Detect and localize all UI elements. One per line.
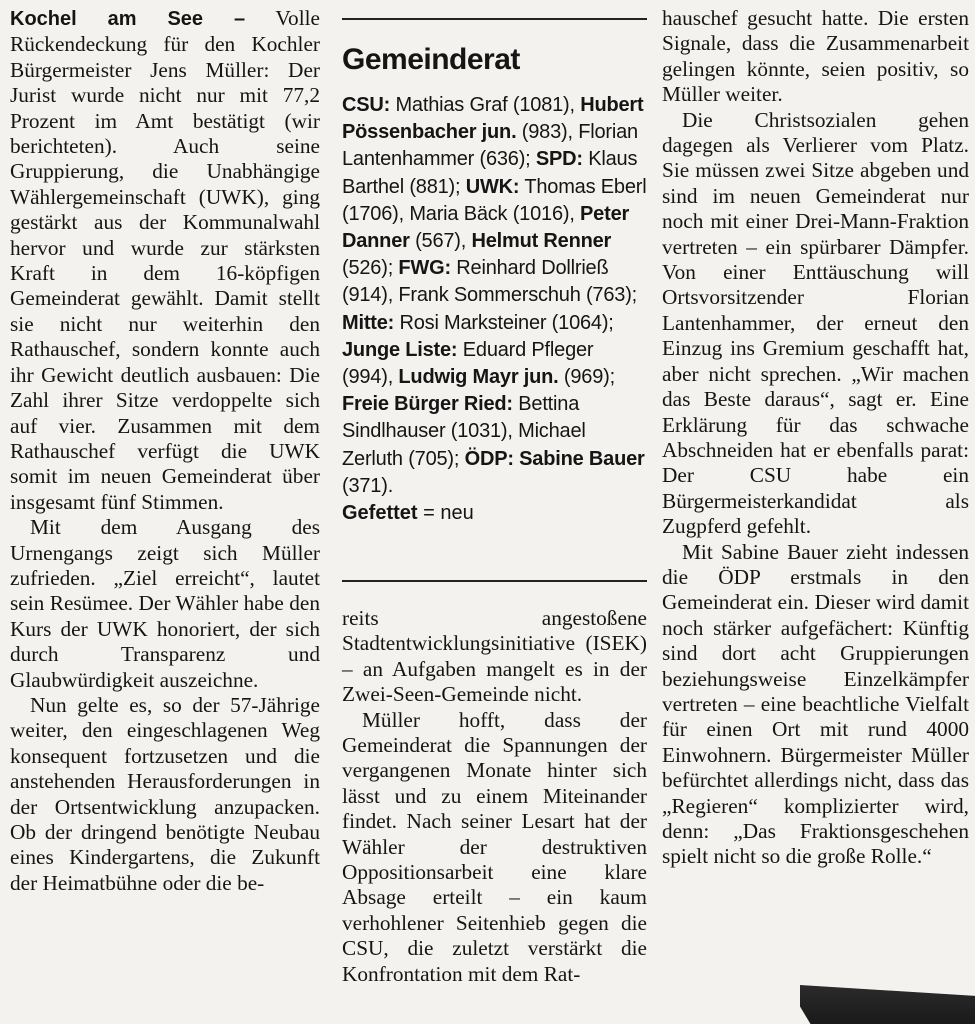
new-member-name: Sabine Bauer [519, 447, 645, 470]
gemeinderat-infobox [342, 18, 647, 582]
party-label: CSU: [342, 94, 391, 116]
article-column-2 [342, 606, 647, 987]
member-entry: (526); [342, 257, 394, 280]
new-member-name: Peter Danner [342, 202, 630, 253]
member-entry: (983), Florian Lantenhammer (636); [342, 121, 638, 171]
member-entry: Rosi Marksteiner (1064); [399, 311, 614, 334]
party-label: UWK: [465, 175, 520, 198]
party-group [342, 339, 615, 388]
article-paragraph-1 [10, 6, 320, 515]
legend-note [342, 500, 647, 527]
dateline: Kochel am See – [10, 8, 246, 30]
article-paragraph-7: Die Christsozialen gehen dagegen als Verlierer vom Platz. Sie müssen zwei Sitze abgeben und sind im neuen Gemeinderat nur noch mit einer Drei-Mann-Fraktion vertreten – ein spürbarer Dämpfer. Von einer Enttäuschung will Ortsvorsitzender Florian Lantenhammer, der erneut den Einzug ins Gremium geschafft hat, aber nicht sprechen. „Wir machen das Beste daraus“, sagt er. Eine Erklärung für das schwache Abschneiden hat er ebenfalls parat: Der CSU habe ein Bürgermeisterkandidat als Zugpferd gefehlt. [662, 107, 969, 539]
party-label: Freie Bürger Ried: [342, 393, 513, 416]
scan-artifact [800, 985, 975, 1024]
article-paragraph-4: reits angestoßene Stadtentwicklungsinitiative (ISEK) – an Aufgaben mangelt es in der Zwei-Seen-Gemeinde nicht. [342, 606, 647, 707]
member-entry: Klaus Barthel (881); [342, 148, 638, 198]
new-member-name: Hubert Pössenbacher jun. [342, 94, 644, 144]
member-entry: Thomas Eberl (1706), Maria Bäck (1016), [342, 175, 647, 225]
council-member-list [342, 92, 647, 500]
article-column-1 [10, 6, 320, 896]
legend-bold-label: Gefettet [342, 502, 418, 525]
new-member-name: Helmut Renner [471, 230, 612, 253]
party-group [342, 312, 614, 334]
party-label: FWG: [398, 257, 451, 280]
legend-text: = neu [417, 502, 474, 525]
infobox-title: Gemeinderat [342, 43, 520, 76]
party-label: SPD: [535, 148, 583, 171]
article-paragraph-6: hauschef gesucht hatte. Die ersten Signale, dass die Zusammenarbeit gelingen könnte, seien positiv, so Müller weiter. [662, 6, 969, 107]
article-column-3 [662, 6, 969, 870]
article-paragraph-2: Mit dem Ausgang des Urnengangs zeigt sich Müller zufrieden. „Ziel erreicht“, lautet sein Resümee. Der Wähler habe den Kurs der UWK honoriert, der sich durch Transparenz und Glaubwürdigkeit auszeichne. [10, 515, 320, 692]
member-entry: Mathias Graf (1081), [395, 94, 581, 116]
member-entry: (371). [342, 474, 394, 497]
member-entry: Reinhard Dollrieß (914), Frank Sommerschuh (763); [342, 257, 638, 307]
member-entry: (969); [558, 366, 615, 389]
party-label: Mitte: [342, 311, 395, 334]
member-entry: (567), [409, 230, 472, 253]
article-paragraph-3: Nun gelte es, so der 57-Jährige weiter, den eingeschlagenen Weg konsequent fortzusetzen und die anstehenden Herausforderungen in der Ortsentwicklung anzupacken. Ob der dringend benötigte Neubau eines Kindergartens, die Zukunft der Heimatbühne oder die be- [10, 692, 320, 895]
article-paragraph-8: Mit Sabine Bauer zieht indessen die ÖDP erstmals in den Gemeinderat ein. Dieser wird damit noch stärker aufgefächert: Künftig sind dort acht Gruppierungen beziehungsweise Einzelkämpfer vertreten – eine beachtliche Vielfalt für einen Ort mit rund 4000 Einwohnern. Bürgermeister Müller befürchtet allerdings nicht, dass das „Regieren“ komplizierter wird, denn: „Das Fraktionsgeschehen spielt nicht so die große Rolle.“ [662, 539, 969, 869]
member-entry: Bettina Sindlhauser (1031), Michael Zerluth (705); [342, 393, 586, 470]
article-paragraph-5: Müller hofft, dass der Gemeinderat die Spannungen der vergangenen Monate hinter sich lässt und zu einem Miteinander findet. Nach seiner Lesart hat der Wähler der destruktiven Oppositionsarbeit eine klare Absage erteilt – ein kaum verhohlener Seitenhieb gegen die CSU, die zuletzt verstärkt die Konfrontation mit dem Rat- [342, 707, 647, 986]
paragraph-text: Volle Rückendeckung für den Kochler Bürgermeister Jens Müller: Der Jurist wurde nicht nur mit 77,2 Prozent im Amt bestätigt (wir berichteten). Auch seine Gruppierung, die Unabhängige Wählergemeinschaft (UWK), ging gestärkt aus der Kommunalwahl hervor und wurde zur stärksten Kraft in dem 16-köpfigen Gemeinderat gewählt. Damit stellt sie nicht nur weiterhin den Rathauschef, sondern konnte auch ihr Gewicht deutlich ausbauen: Die Zahl ihrer Sitze verdoppelte sich auf vier. Zusammen mit dem Rathauschef verfügt die UWK somit im neuen Gemeinderat über insgesamt fünf Stimmen. [10, 6, 320, 514]
new-member-name: Ludwig Mayr jun. [398, 366, 559, 389]
party-label: ÖDP: [464, 447, 514, 470]
party-label: Junge Liste: [342, 338, 458, 361]
member-entry: Eduard Pfleger (994), [342, 338, 594, 389]
